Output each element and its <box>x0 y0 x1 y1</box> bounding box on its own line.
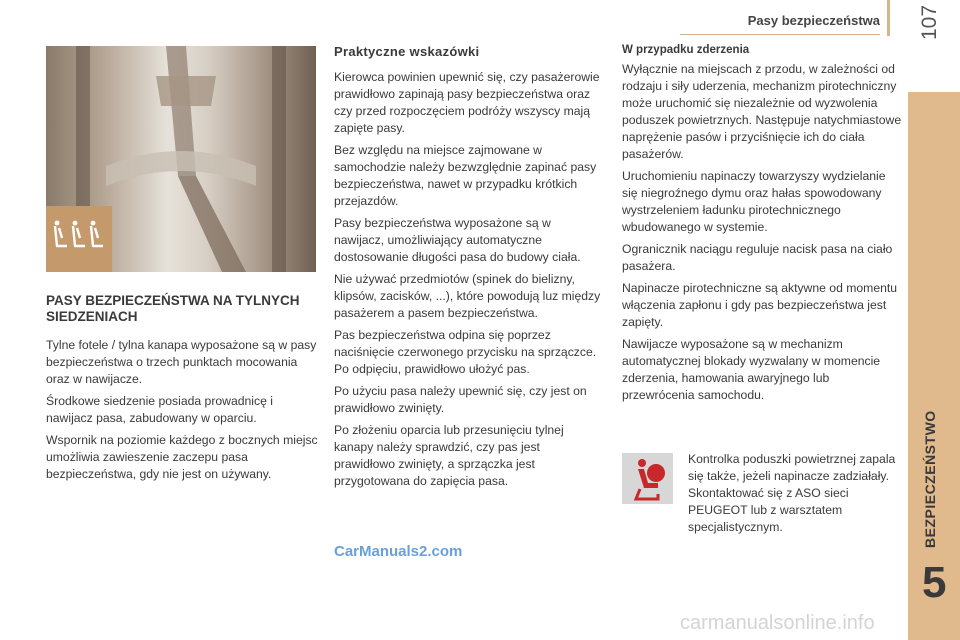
column-rear-seatbelts <box>46 293 318 488</box>
airbag-warning-icon <box>622 453 673 504</box>
rear-seats-icon <box>46 206 112 272</box>
paragraph: Tylne fotele / tylna kanapa wyposażone są w pasy bezpieczeństwa o trzech punktach mocowania oraz w nawijacze. <box>46 338 317 386</box>
rear-seatbelts-heading: PASY BEZPIECZEŃSTWA NA TYLNYCH SIEDZENIACH <box>46 293 300 324</box>
collision-heading: W przypadku zderzenia <box>622 44 750 56</box>
paragraph: Bez względu na miejsce zajmowane w samochodzie należy bezwzględnie zapinać pasy bezpieczeństwa, nawet w przypadku krótkich przejazdów. <box>334 143 597 208</box>
seats-pictogram <box>46 206 112 272</box>
column-collision <box>622 44 902 409</box>
chapter-number: 5 <box>922 558 947 607</box>
paragraph: Pasy bezpieczeństwa wyposażone są w nawijacz, umożliwiający automatyczne dostosowanie długości pasa do budowy ciała. <box>334 216 581 264</box>
page-number <box>918 5 942 40</box>
airbag-pictogram <box>622 453 673 504</box>
column-practical-tips <box>334 44 602 495</box>
paragraph: Wspornik na poziomie każdego z bocznych miejsc umożliwia zawieszenie zaczepu pasa bezpieczeństwa, gdy nie jest on używany. <box>46 433 318 481</box>
paragraph: Wyłącznie na miejscach z przodu, w zależności od rodzaju i siły uderzenia, mechanizm pirotechniczny może uruchomić się niezależnie od wyzwolenia poduszek powietrznych. Następuje natychmiastowe naprężenie pasów i przyciśnięcie ich do ciała pasażerów. <box>622 62 902 161</box>
paragraph: Uruchomieniu napinaczy towarzyszy wydzielanie się niegroźnego dymu oraz hałas spowodowany wystrzeleniem ładunku pirotechnicznego wbudowanego w systemie. <box>622 169 886 234</box>
page-number-text: 107 <box>918 4 941 40</box>
paragraph: Po użyciu pasa należy upewnić się, czy jest on prawidłowo zwinięty. <box>334 384 587 415</box>
airbag-note-text: Kontrolka poduszki powietrznej zapala się także, jeżeli napinacze zadziałały. Skontaktować się z ASO sieci PEUGEOT lub z warsztatem specjalistycznym. <box>688 452 896 534</box>
paragraph: Środkowe siedzenie posiada prowadnicę i nawijacz pasa, zabudowany w oparciu. <box>46 394 273 425</box>
paragraph: Nawijacze wyposażone są w mechanizm automatycznej blokady wyzwalany w momencie zderzenia, hamowania awaryjnego lub przewrócenia samochodu. <box>622 337 881 402</box>
watermark-carmanualsonline: carmanualsonline.info <box>680 612 875 634</box>
paragraph: Ogranicznik naciągu reguluje nacisk pasa na ciało pasażera. <box>622 242 893 273</box>
watermark-carmanuals2: CarManuals2.com <box>334 543 463 560</box>
section-title: Pasy bezpieczeństwa <box>747 13 880 28</box>
paragraph: Pas bezpieczeństwa odpina się poprzez naciśnięcie czerwonego przycisku na sprzączce. Po odpięciu, prawidłowo ułożyć pas. <box>334 328 597 376</box>
practical-tips-heading: Praktyczne wskazówki <box>334 44 480 59</box>
paragraph: Nie używać przedmiotów (spinek do bielizny, klipsów, zacisków, ...), które powodują luz między pasażerem a pasem bezpieczeństwa. <box>334 272 601 320</box>
header-rule <box>680 34 880 35</box>
paragraph: Po złożeniu oparcia lub przesunięciu tylnej kanapy należy sprawdzić, czy pas jest prawidłowo zwinięty, a sprzączka jest przygotowana do zapięcia pasa. <box>334 423 564 488</box>
header-marker <box>887 0 890 36</box>
paragraph: Napinacze pirotechniczne są aktywne od momentu włączenia zapłonu i gdy pas bezpieczeństwa jest zapięty. <box>622 281 898 329</box>
chapter-tab-label: BEZPIECZEŃSTWO <box>922 410 938 548</box>
paragraph: Kierowca powinien upewnić się, czy pasażerowie prawidłowo zapinają pasy bezpieczeństwa oraz czy przed rozpoczęciem podróży wszyscy mają zapięte pasy. <box>334 70 600 135</box>
